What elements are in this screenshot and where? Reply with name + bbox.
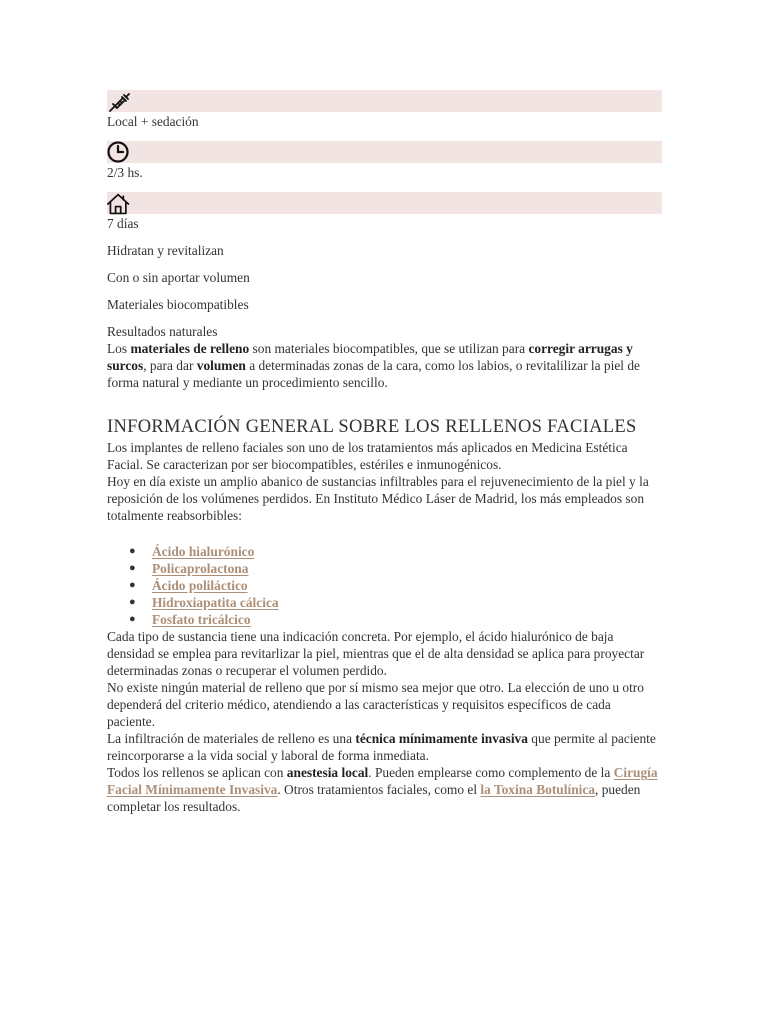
bullet-icon: ●: [129, 613, 136, 625]
botulinum-toxin-link[interactable]: la Toxina Botulínica: [480, 782, 595, 797]
substance-link[interactable]: Hidroxiapatita cálcica: [152, 595, 279, 610]
body-paragraph: La infiltración de materiales de relleno es una técnica mínimamente invasiva que permite al paciente reincorporarse a la vida social y laboral de forma inmediata. Todos los rellenos se aplican con anestesia local. Pueden emplearse como complemento de la Cirugía Facial Mínimamente Invasiva. Otros tratamientos faciales, como el la Toxina Botulínica, pueden completar los resultados.: [107, 731, 658, 814]
section-title: INFORMACIÓN GENERAL SOBRE LOS RELLENOS FACIALES: [107, 417, 637, 437]
clock-icon: [107, 141, 131, 165]
feature-item: Resultados naturales: [107, 324, 218, 339]
list-item: [107, 543, 662, 560]
bullet-icon: ●: [129, 579, 136, 591]
body-paragraph: Hoy en día existe un amplio abanico de sustancias infiltrables para el rejuvenecimiento de la piel y la reposición de los volúmenes perdidos. En Instituto Médico Láser de Madrid, los más empleados son totalmente reabsorbibles:: [107, 474, 649, 523]
substance-list: [107, 543, 662, 628]
substance-link[interactable]: Fosfato tricálcico: [152, 612, 251, 627]
list-item: [107, 577, 662, 594]
recovery-value: 7 días: [107, 216, 139, 231]
body-paragraph: No existe ningún material de relleno que por sí mismo sea mejor que otro. La elección de uno u otro dependerá del criterio médico, atendiendo a las características y requisitos específicos de cada paciente.: [107, 680, 644, 729]
substance-link[interactable]: Policaprolactona: [152, 561, 249, 576]
feature-item: Hidratan y revitalizan: [107, 243, 224, 258]
body-paragraph: Cada tipo de sustancia tiene una indicación concreta. Por ejemplo, el ácido hialurónico de baja densidad se emplea para revitarlizar la piel, mientras que el de alta densidad se aplica para proyectar determinadas zonas o recuperar el volumen perdido.: [107, 629, 645, 678]
substance-link[interactable]: Ácido poliláctico: [152, 578, 248, 593]
bullet-icon: ●: [129, 545, 136, 557]
duration-value: 2/3 hs.: [107, 165, 143, 180]
anesthesia-value: Local + sedación: [107, 114, 199, 129]
anesthesia-bar: [107, 90, 662, 112]
recovery-bar: [107, 192, 662, 214]
duration-bar: [107, 141, 662, 163]
list-item: [107, 560, 662, 577]
body-paragraph: Los implantes de relleno faciales son uno de los tratamientos más aplicados en Medicina Estética Facial. Se caracterizan por ser biocompatibles, estériles e inmunogénicos.: [107, 440, 628, 472]
list-item: [107, 611, 662, 628]
intro-paragraph: Los materiales de relleno son materiales biocompatibles, que se utilizan para corregir arrugas y surcos, para dar volumen a determinadas zonas de la cara, como los labios, o revitalilizar la piel de forma natural y mediante un procedimiento sencillo.: [107, 341, 640, 390]
syringe-icon: [107, 90, 131, 114]
feature-item: Materiales biocompatibles: [107, 297, 249, 312]
substance-link[interactable]: Ácido hialurónico: [152, 544, 255, 559]
feature-item: Con o sin aportar volumen: [107, 270, 250, 285]
bullet-icon: ●: [129, 596, 136, 608]
main-content: [107, 90, 662, 815]
home-icon: [107, 192, 131, 216]
bullet-icon: ●: [129, 562, 136, 574]
minimally-invasive-surgery-link[interactable]: Cirugía Facial Mínimamente Invasiva: [107, 765, 658, 797]
list-item: [107, 594, 662, 611]
